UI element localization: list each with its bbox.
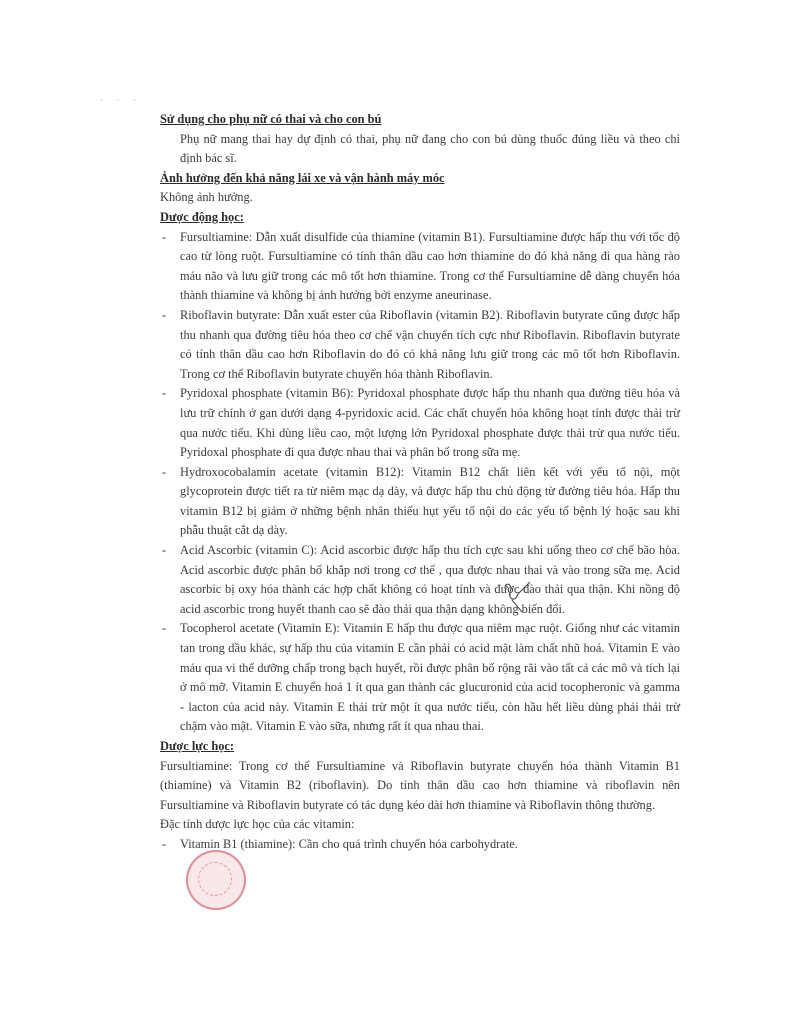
item-text: Fursultiamine: Dẫn xuất disulfide của thiamine (vitamin B1). Fursultiamine được hấp thu với tốc độ cao từ lòng ruột. Fursultiamine có tính thân dầu cao hơn thiamine do đó khả năng đi qua hàng rào máu não và lưu giữ trong các mô tốt hơn thiamine. Trong cơ thể Fursultiamine dễ dàng chuyển hóa thành thiamine và không bị ảnh hưởng bởi enzyme aneurinase.: [180, 229, 680, 303]
red-seal-stamp: [186, 850, 246, 910]
pharmacokinetics-list: [160, 228, 680, 737]
list-item: [160, 835, 680, 855]
bullet-dash: -: [162, 836, 167, 851]
scan-artifact: · · ·: [100, 96, 142, 105]
pregnancy-text: Phụ nữ mang thai hay dự định có thai, phụ nữ đang cho con bú dùng thuốc đúng liều và theo chỉ định bác sĩ.: [180, 131, 680, 166]
list-item: [160, 463, 680, 541]
list-item: [160, 541, 680, 619]
list-item: [160, 619, 680, 737]
list-item: [160, 306, 680, 384]
pharmacodynamics-subheading: Đặc tính dược lực học của các vitamin:: [160, 817, 355, 832]
bullet-dash: -: [162, 386, 167, 401]
driving-heading: Ảnh hưởng đến khả năng lái xe và vận hành máy móc: [160, 170, 445, 185]
pregnancy-heading: Sử dụng cho phụ nữ có thai và cho con bú: [160, 112, 382, 126]
bullet-dash: -: [162, 543, 167, 558]
pharmacokinetics-heading: Dược động học:: [160, 209, 244, 224]
pharmacodynamics-list: [160, 835, 680, 855]
item-text: Acid Ascorbic (vitamin C): Acid ascorbic được hấp thu tích cực sau khi uống theo cơ chế bão hòa. Acid ascorbic được phân bố khắp nơi trong cơ thể , qua được nhau thai và vào trong sữa mẹ. Acid ascorbic bị oxy hóa thành các hợp chất không có hoạt tính và được đào thải qua thận. Khi nồng độ acid ascorbic trong huyết thanh cao sẽ đào thải qua thận dạng không biến đổi.: [180, 543, 680, 616]
item-text: Hydroxocobalamin acetate (vitamin B12): Vitamin B12 chất liên kết với yếu tố nội, một glycoprotein được tiết ra từ niêm mạc dạ dày, và được hấp thu chủ động từ đường tiêu hóa. Hấp thu vitamin B12 bị giảm ở những bệnh nhân thiếu hụt yếu tố nội do các yếu tố bệnh lý hoặc sau khi phẫu thuật cắt dạ dày.: [180, 464, 680, 538]
item-text: Vitamin B1 (thiamine): Cần cho quá trình chuyển hóa carbohydrate.: [180, 836, 518, 851]
item-text: Riboflavin butyrate: Dẫn xuất ester của Riboflavin (vitamin B2). Riboflavin butyrate cũng được hấp thu nhanh qua đường tiêu hóa theo cơ chế vận chuyển tích cực như Riboflavin. Riboflavin butyrate có tính thân dầu cao hơn Riboflavin do đó có khả năng lưu giữ trong các mô tốt hơn Riboflavin. Trong cơ thể Riboflavin butyrate chuyển hóa thành Riboflavin.: [180, 307, 680, 381]
item-text: Tocopherol acetate (Vitamin E): Vitamin E hấp thu được qua niêm mạc ruột. Giống như các vitamin tan trong dầu khác, sự hấp thu của vitamin E cần phải có acid mật làm chất nhũ hoá. Vitamin E vào máu qua vi thể dưỡng chấp trong bạch huyết, rồi được phân bố rộng rãi vào tất cả các mô và tích lại ở mô mỡ. Vitamin E chuyển hoá 1 ít qua gan thành các glucuronid của acid tocopheronic và gamma - lacton của acid này. Vitamin E thải trừ một ít qua nước tiểu, còn hầu hết liều dùng phải thải trừ chậm vào mật. Vitamin E vào sữa, nhưng rất ít qua nhau thai.: [180, 621, 680, 734]
list-item: [160, 228, 680, 306]
bullet-dash: -: [162, 229, 167, 244]
document-body: [160, 110, 680, 855]
handwritten-signature: [500, 580, 536, 614]
bullet-dash: -: [162, 307, 167, 322]
pharmacodynamics-heading: Dược lực học:: [160, 739, 235, 753]
driving-text: Không ảnh hưởng.: [160, 190, 253, 205]
item-text: Pyridoxal phosphate (vitamin B6): Pyridoxal phosphate được hấp thu nhanh qua đường tiêu hóa và lưu trữ chính ở gan dưới dạng 4-pyridoxic acid. Các chất chuyển hóa không hoạt tính được thải trừ qua nước tiểu. Khi dùng liều cao, một lượng lớn Pyridoxal phosphate được thải trừ qua nước tiểu. Pyridoxal phosphate đi qua được nhau thai và phân bố trong sữa mẹ.: [180, 386, 680, 460]
bullet-dash: -: [162, 464, 167, 479]
bullet-dash: -: [162, 621, 167, 636]
pharmacodynamics-text: Fursultiamine: Trong cơ thể Fursultiamine và Riboflavin butyrate chuyển hóa thành Vitamin B1 (thiamine) và Vitamin B2 (riboflavin). Do tính thân dầu cao hơn thiamine và riboflavin nên Fursultiamine và Riboflavin butyrate có tác dụng kéo dài hơn thiamine và Riboflavin thông thường.: [160, 758, 680, 812]
list-item: [160, 384, 680, 462]
